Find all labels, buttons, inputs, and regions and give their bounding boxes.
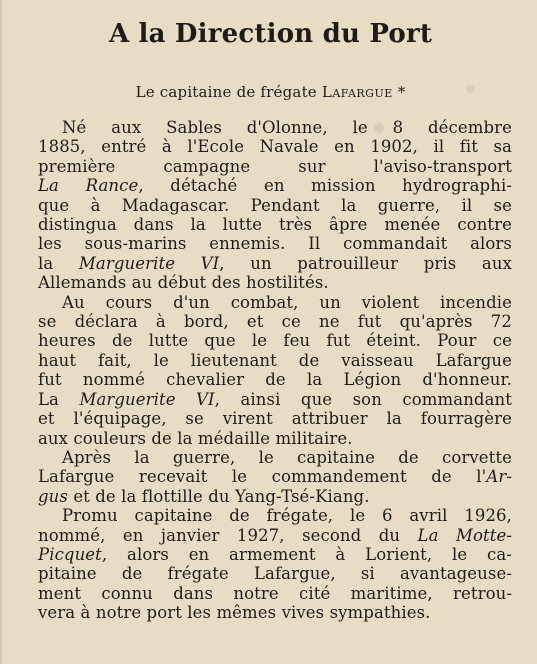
text-line: Lafargue recevait le commandement de l'Ar- [38, 467, 512, 487]
text-line: 1885, entré à l'Ecole Navale en 1902, il fit sa [38, 137, 512, 157]
article-title: A la Direction du Port [108, 19, 433, 49]
text-line: fut nommé chevalier de la Légion d'honneur. [38, 370, 512, 390]
text-line: vera à notre port les mêmes vives sympathies. [38, 603, 431, 623]
text-line: distingua dans la lutte très âpre menée contre [38, 215, 512, 235]
text-line: La Rance, détaché en mission hydrographi- [38, 176, 512, 196]
text-line: La Marguerite VI, ainsi que son commandant [38, 389, 512, 409]
text-line: se déclara à bord, et ce ne fut qu'après 72 [38, 312, 512, 332]
text-line: Après la guerre, le capitaine de corvette [62, 447, 512, 467]
ship-name-marguerite: Marguerite VI [78, 253, 220, 273]
ship-name-marguerite-2: Marguerite VI [79, 389, 215, 409]
subtitle-name: Lafargue [321, 83, 393, 101]
subtitle-asterisk: * [397, 83, 406, 101]
text-line: gus et de la flottille du Yang-Tsé-Kiang. [38, 486, 370, 506]
text-line: nommé, en janvier 1927, second du La Motte- [38, 525, 512, 545]
article-body [14, 118, 512, 623]
paper-stain [374, 123, 384, 133]
text-line: que à Madagascar. Pendant la guerre, il se [38, 195, 512, 215]
ship-name-argus-2: gus [38, 486, 68, 506]
paragraph-4 [14, 506, 512, 622]
text-line: heures de lutte que le feu fut éteint. Pour ce [38, 331, 512, 351]
text-line: pitaine de frégate Lafargue, si avantageuse- [38, 564, 512, 584]
paragraph-2 [14, 293, 512, 448]
paragraph-3 [14, 448, 512, 506]
ship-name-la-rance: La Rance [38, 176, 139, 196]
subtitle-prefix: Le capitaine de frégate [135, 83, 317, 101]
text-line: et l'équipage, se virent attribuer la fourragère [38, 409, 512, 429]
text-line: Allemands au début des hostilités. [38, 273, 329, 293]
text-line: ment connu dans notre cité maritime, retrou- [38, 583, 512, 603]
text-line: Au cours d'un combat, un violent incendie [62, 292, 512, 312]
text-line: aux couleurs de la médaille militaire. [38, 428, 353, 448]
ship-name-la-motte-2: Picquet [38, 544, 102, 564]
text-line: Picquet, alors en armement à Lorient, le ca- [38, 544, 512, 564]
ship-name-la-motte-1: La Motte- [417, 525, 512, 545]
text-line: les sous-marins ennemis. Il commandait alors [38, 234, 512, 254]
text-line: la Marguerite VI, un patrouilleur pris aux [38, 253, 512, 273]
text-line: haut fait, le lieutenant de vaisseau Lafargue [38, 350, 512, 370]
text-line: Promu capitaine de frégate, le 6 avril 1926, [62, 506, 512, 526]
ship-name-argus-1: Ar- [486, 467, 512, 487]
text-line: Né aux Sables d'Olonne, le 8 décembre [62, 118, 512, 137]
paper-stain [466, 85, 474, 93]
article-subtitle [2, 83, 537, 101]
paragraph-1 [14, 118, 512, 293]
text-line: première campagne sur l'aviso-transport [38, 156, 512, 176]
